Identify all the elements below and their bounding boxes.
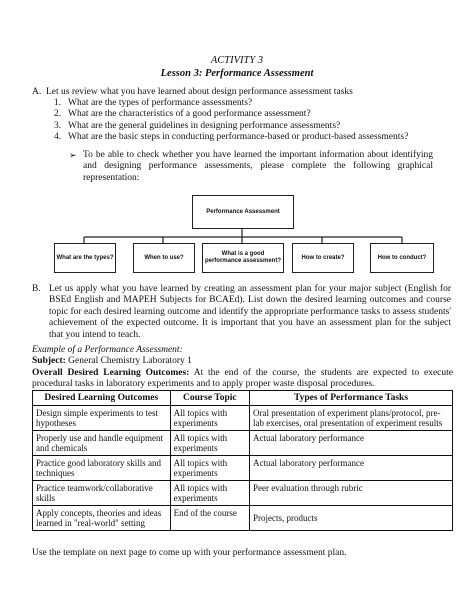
col-header-topic: Course Topic <box>170 391 249 406</box>
table-cell: Actual laboratory performance <box>250 431 453 456</box>
table-row <box>33 456 453 481</box>
section-a-intro-text: Let us review what you have learned about design performance assessment tasks <box>46 87 353 97</box>
arrow-bullet-icon: ➢ <box>69 150 77 160</box>
example-heading: Example of a Performance Assessment: <box>32 345 183 355</box>
col-header-outcomes: Desired Learning Outcomes <box>33 391 171 406</box>
table-cell: Peer evaluation through rubric <box>250 481 453 506</box>
section-a-letter: A. <box>32 87 42 97</box>
table-header-row <box>33 391 453 406</box>
table-row <box>33 406 453 431</box>
table-cell: All topics with experiments <box>170 456 249 481</box>
footer-note: Use the template on next page to come up with your performance assessment plan. <box>32 548 347 558</box>
col-header-tasks: Types of Performance Tasks <box>250 391 453 406</box>
node-types: What are the types? <box>54 243 116 273</box>
list-item: 2. What are the characteristics of a good performance assessment? <box>54 109 311 120</box>
node-conduct: How to conduct? <box>370 243 434 273</box>
section-b-text: Let us apply what you have learned by creating an assessment plan for your major subject (English for BSEd English and MAPEH Subjects for BCAEd). List down the desired learning outcomes and course topic for each desired learning outcome and identify the appropriate performance tasks to assess students' achievement of the expected outcome. It is important that you have an assessment plan for the subject that you intend to teach. <box>49 284 451 340</box>
table-cell: All topics with experiments <box>170 406 249 431</box>
list-item: 4. What are the basic steps in conducting performance-based or product-based assessments? <box>54 132 409 143</box>
table-row <box>33 431 453 456</box>
overall-outcomes: Overall Desired Learning Outcomes: At the end of the course, the students are expected to execute procedural tasks in laboratory experiments and to apply proper waste disposal procedures. <box>32 368 453 390</box>
subject-line: Subject: General Chemistry Laboratory 1 <box>32 356 192 366</box>
table-cell: Practice teamwork/collaborative skills <box>33 481 171 506</box>
question-list <box>54 98 468 144</box>
table-cell: End of the course <box>170 506 249 531</box>
graphic-organizer <box>52 193 432 277</box>
table-cell: Properly use and handle equipment and chemicals <box>33 431 171 456</box>
table-cell: Design simple experiments to test hypotheses <box>33 406 171 431</box>
section-b <box>32 284 452 344</box>
assessment-table <box>32 390 453 531</box>
table-cell: Oral presentation of experiment plans/protocol, pre-lab exercises, oral presentation of experiment results <box>250 406 453 431</box>
list-item: 3. What are the general guidelines in designing performance assessments? <box>54 120 341 131</box>
section-a-intro <box>32 87 452 98</box>
center-node: Performance Assessment <box>192 195 294 229</box>
node-create: How to create? <box>292 243 354 273</box>
table-cell: All topics with experiments <box>170 431 249 456</box>
table-cell: Apply concepts, theories and ideas learned in "real-world" setting <box>33 506 171 531</box>
table-cell: Projects, products <box>250 506 453 531</box>
node-good: What is a good performance assessment? <box>202 243 284 273</box>
table-cell: All topics with experiments <box>170 481 249 506</box>
table-row <box>33 506 453 531</box>
table-cell: Actual laboratory performance <box>250 456 453 481</box>
table-cell: Practice good laboratory skills and techniques <box>33 456 171 481</box>
table-row <box>33 481 453 506</box>
node-when: When to use? <box>133 243 195 273</box>
list-item: 1. What are the types of performance assessments? <box>54 98 253 108</box>
activity-title: ACTIVITY 3 <box>210 55 264 66</box>
lesson-title: Lesson 3: Performance Assessment <box>160 68 314 79</box>
diagram-instruction: ➢ To be able to check whether you have learned the important information about identifying and designing performance assessments, please complete the following graphical representation: <box>69 150 433 183</box>
section-b-letter: B. <box>32 284 41 294</box>
